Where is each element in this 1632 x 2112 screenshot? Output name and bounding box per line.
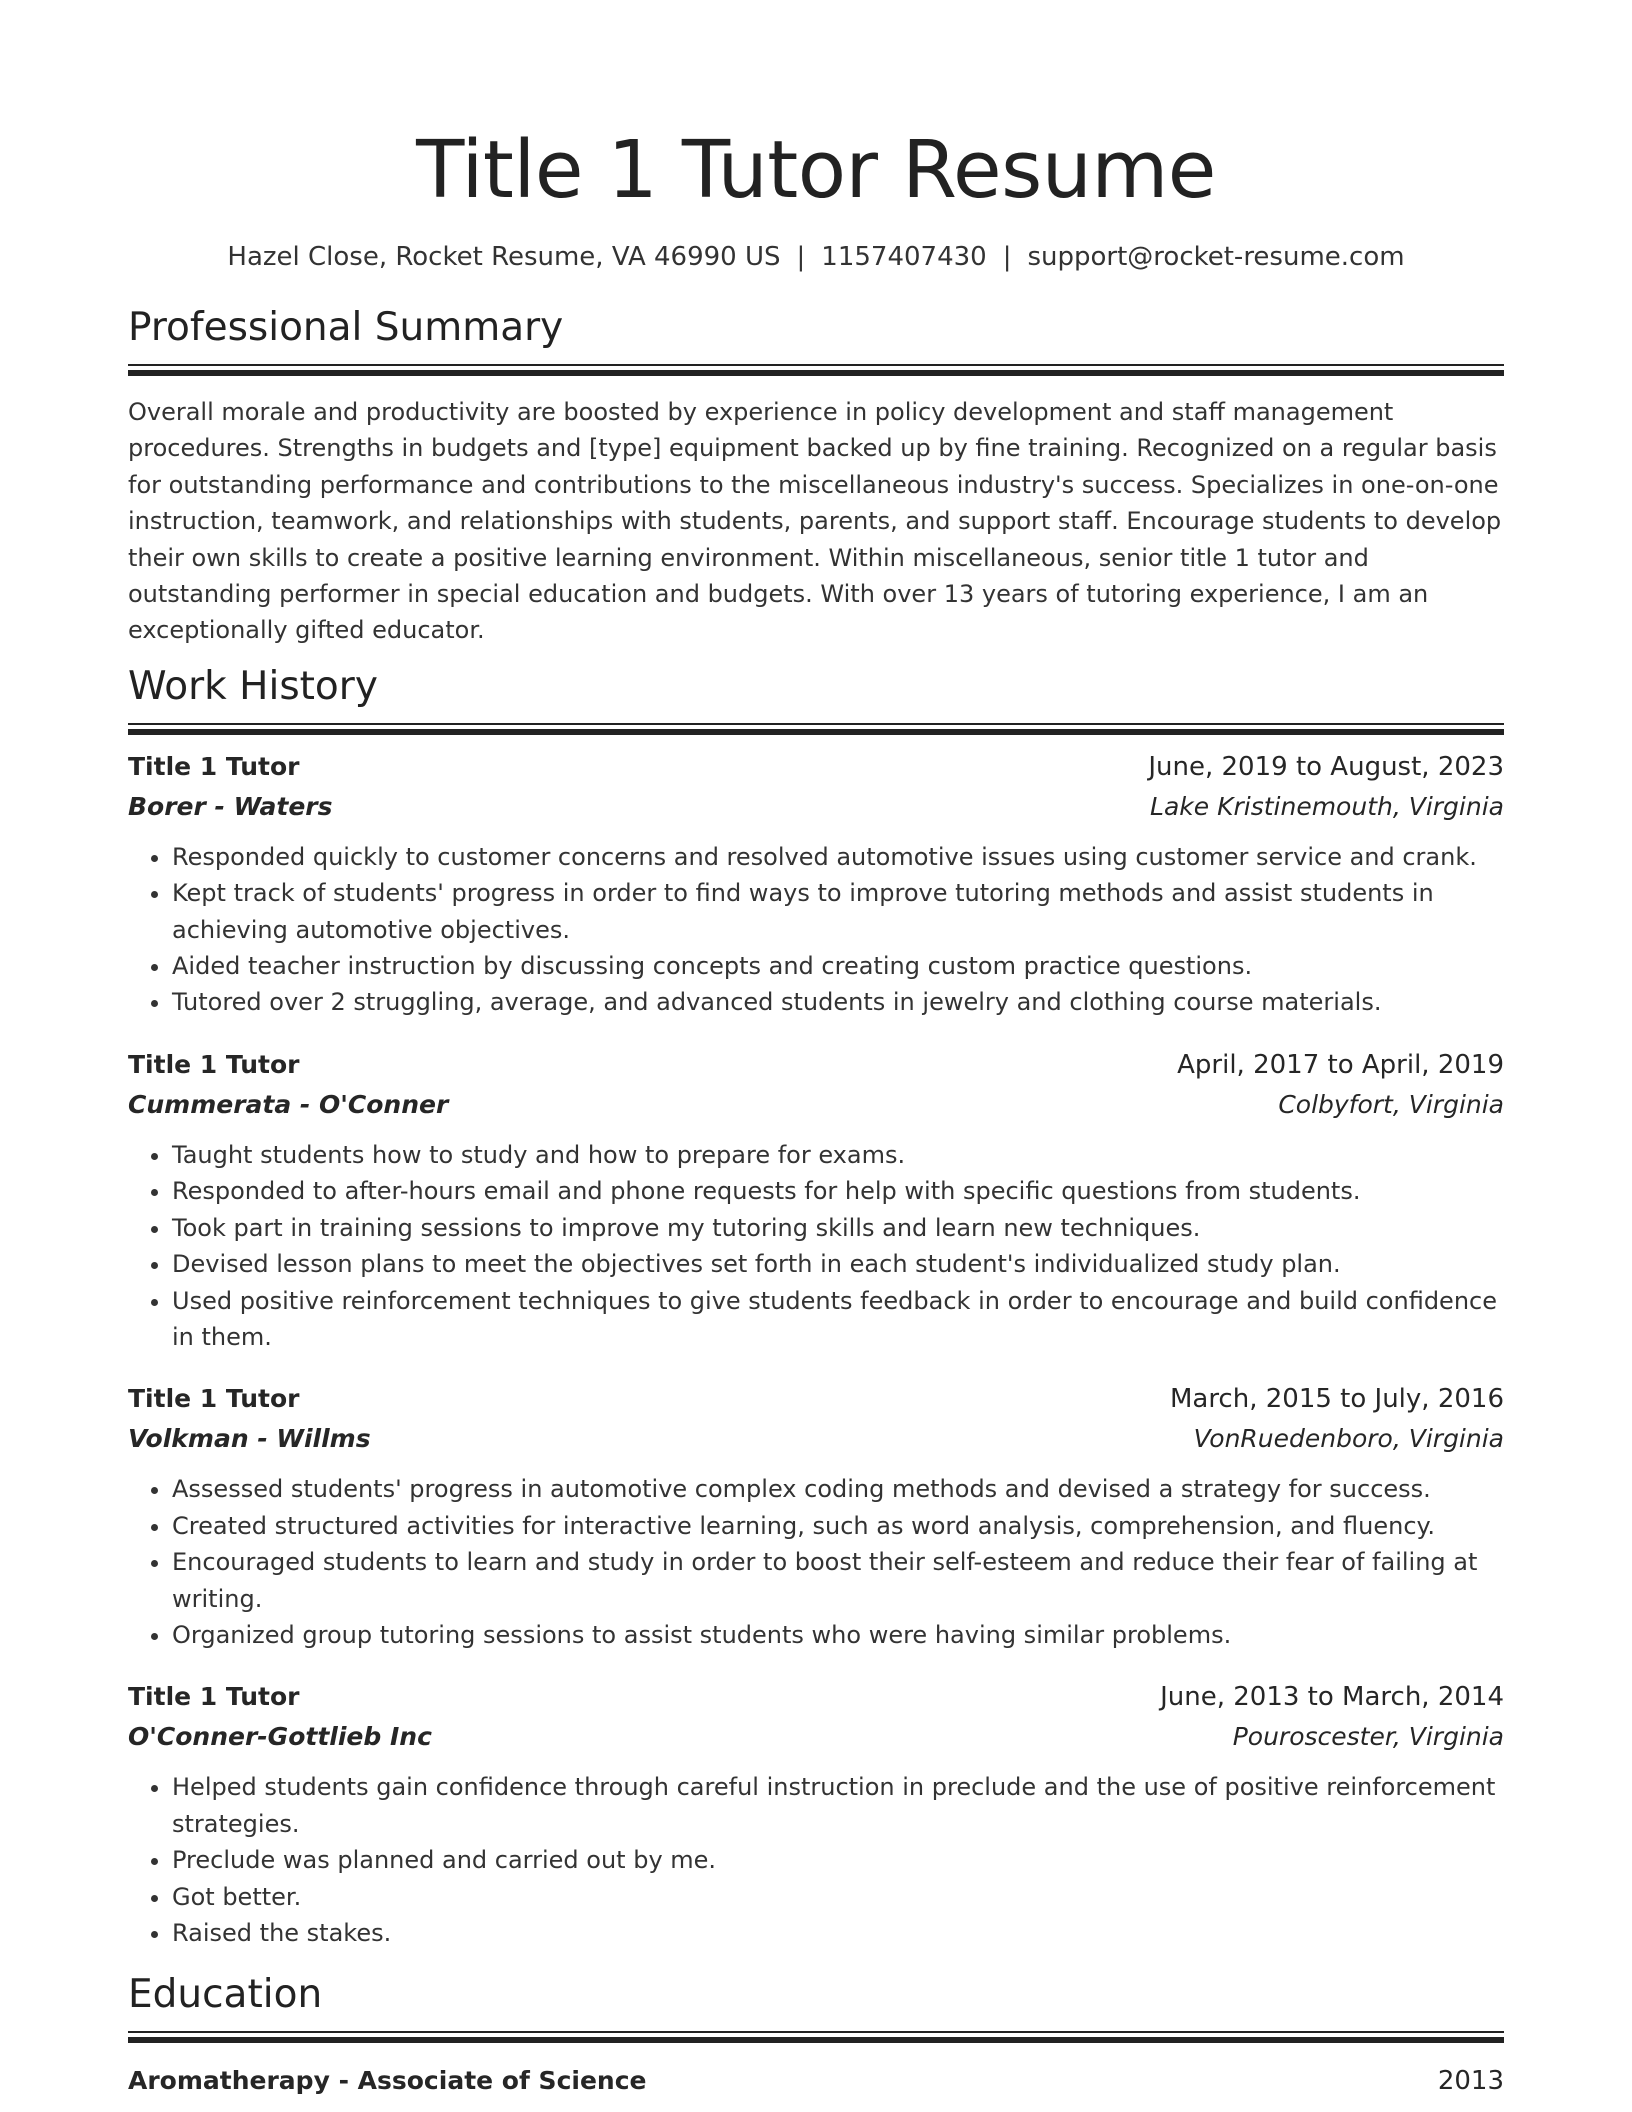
education-section bbox=[128, 1971, 1504, 2101]
job-entry bbox=[128, 747, 1504, 1021]
job-header-row bbox=[128, 1677, 1504, 1717]
section-rule-thick bbox=[128, 370, 1504, 376]
job-company-row bbox=[128, 1085, 1504, 1125]
job-bullet: • Taught students how to study and how to prepare for exams. bbox=[172, 1137, 1504, 1173]
contact-separator: | bbox=[1002, 242, 1012, 272]
section-rule bbox=[128, 2031, 1504, 2033]
job-dates: April, 2017 to April, 2019 bbox=[1177, 1049, 1504, 1080]
education-degree: Aromatherapy - Associate of Science bbox=[128, 2066, 647, 2096]
job-header-row bbox=[128, 1379, 1504, 1419]
professional-summary-section bbox=[128, 304, 1504, 649]
contact-email: support@rocket-resume.com bbox=[1027, 242, 1405, 272]
job-bullet: • Responded quickly to customer concerns and resolved automotive issues using customer service and crank. bbox=[172, 839, 1504, 875]
job-dates: June, 2013 to March, 2014 bbox=[1160, 1682, 1504, 1713]
job-location: Pouroscester, Virginia bbox=[1232, 1722, 1504, 1752]
job-bullet: • Took part in training sessions to improve my tutoring skills and learn new techniques. bbox=[172, 1210, 1504, 1246]
job-entry bbox=[128, 1045, 1504, 1355]
section-heading-work: Work History bbox=[128, 663, 378, 709]
job-company: Borer - Waters bbox=[128, 791, 333, 821]
job-header-row bbox=[128, 747, 1504, 787]
section-rule-thick bbox=[128, 729, 1504, 735]
job-company-row bbox=[128, 1717, 1504, 1757]
education-year: 2013 bbox=[1437, 2066, 1504, 2097]
job-location: Lake Kristinemouth, Virginia bbox=[1150, 791, 1504, 821]
job-company: Cummerata - O'Conner bbox=[128, 1089, 449, 1119]
section-rule bbox=[128, 723, 1504, 725]
job-bullets bbox=[128, 839, 1504, 1021]
job-bullet: • Assessed students' progress in automotive complex coding methods and devised a strategy for success. bbox=[172, 1471, 1504, 1507]
education-entry bbox=[128, 2061, 1504, 2101]
job-entry bbox=[128, 1677, 1504, 1951]
job-bullet: • Devised lesson plans to meet the objectives set forth in each student's individualized study plan. bbox=[172, 1246, 1504, 1282]
job-dates: June, 2019 to August, 2023 bbox=[1148, 751, 1504, 782]
contact-phone: 1157407430 bbox=[821, 242, 987, 272]
job-bullet: • Raised the stakes. bbox=[172, 1915, 1504, 1951]
job-title: Title 1 Tutor bbox=[128, 751, 300, 781]
job-company: Volkman - Willms bbox=[128, 1424, 371, 1454]
section-heading-summary: Professional Summary bbox=[128, 305, 564, 350]
job-company-row bbox=[128, 787, 1504, 827]
summary-text: Overall morale and productivity are boosted by experience in policy development and staff management procedures. Strengths in budgets and [type] equipment backed up by fine training. Recognized on a regular basis for outstanding performance and contributions to the miscellaneous industry's success. Specializes in one-on-one instruction, teamwork, and relationships with students, parents, and support staff. Encourage students to develop their own skills to create a positive learning environment. Within miscellaneous, senior title 1 tutor and outstanding performer in special education and budgets. With over 13 years of tutoring experience, I am an exceptionally gifted educator. bbox=[128, 398, 1502, 645]
job-title: Title 1 Tutor bbox=[128, 1682, 300, 1712]
contact-line bbox=[128, 240, 1504, 274]
job-title: Title 1 Tutor bbox=[128, 1384, 300, 1414]
job-bullet: • Kept track of students' progress in order to find ways to improve tutoring methods and assist students in achieving automotive objectives. bbox=[172, 875, 1504, 948]
contact-address: Hazel Close, Rocket Resume, VA 46990 US bbox=[227, 242, 781, 272]
job-company: O'Conner-Gottlieb Inc bbox=[128, 1722, 432, 1752]
section-heading-education: Education bbox=[128, 1972, 323, 2018]
job-bullet: • Preclude was planned and carried out by me. bbox=[172, 1842, 1504, 1878]
section-rule bbox=[128, 364, 1504, 366]
job-bullets bbox=[128, 1769, 1504, 1951]
job-company-row bbox=[128, 1419, 1504, 1459]
job-title: Title 1 Tutor bbox=[128, 1049, 300, 1079]
job-bullets bbox=[128, 1137, 1504, 1355]
job-bullet: • Encouraged students to learn and study in order to boost their self-esteem and reduce their fear of failing at writing. bbox=[172, 1544, 1504, 1617]
job-dates: March, 2015 to July, 2016 bbox=[1169, 1384, 1504, 1415]
job-bullets bbox=[128, 1471, 1504, 1653]
job-bullet: • Created structured activities for interactive learning, such as word analysis, comprehension, and fluency. bbox=[172, 1508, 1504, 1544]
job-bullet: • Organized group tutoring sessions to assist students who were having similar problems. bbox=[172, 1617, 1504, 1653]
job-entry bbox=[128, 1379, 1504, 1653]
job-header-row bbox=[128, 1045, 1504, 1085]
work-history-section bbox=[128, 663, 1504, 1952]
job-bullet: • Helped students gain confidence through careful instruction in preclude and the use of positive reinforcement strategies. bbox=[172, 1769, 1504, 1842]
section-rule-thick bbox=[128, 2037, 1504, 2043]
job-bullet: • Aided teacher instruction by discussing concepts and creating custom practice questions. bbox=[172, 948, 1504, 984]
job-bullet: • Used positive reinforcement techniques to give students feedback in order to encourage and build confidence in them. bbox=[172, 1283, 1504, 1356]
resume-title: Title 1 Tutor Resume bbox=[416, 124, 1216, 216]
job-bullet: • Tutored over 2 struggling, average, and advanced students in jewelry and clothing course materials. bbox=[172, 984, 1504, 1020]
job-bullet: • Got better. bbox=[172, 1879, 1504, 1915]
contact-separator: | bbox=[796, 242, 806, 272]
job-location: VonRuedenboro, Virginia bbox=[1193, 1424, 1504, 1454]
job-bullet: • Responded to after-hours email and phone requests for help with specific questions from students. bbox=[172, 1173, 1504, 1209]
job-location: Colbyfort, Virginia bbox=[1278, 1089, 1504, 1119]
